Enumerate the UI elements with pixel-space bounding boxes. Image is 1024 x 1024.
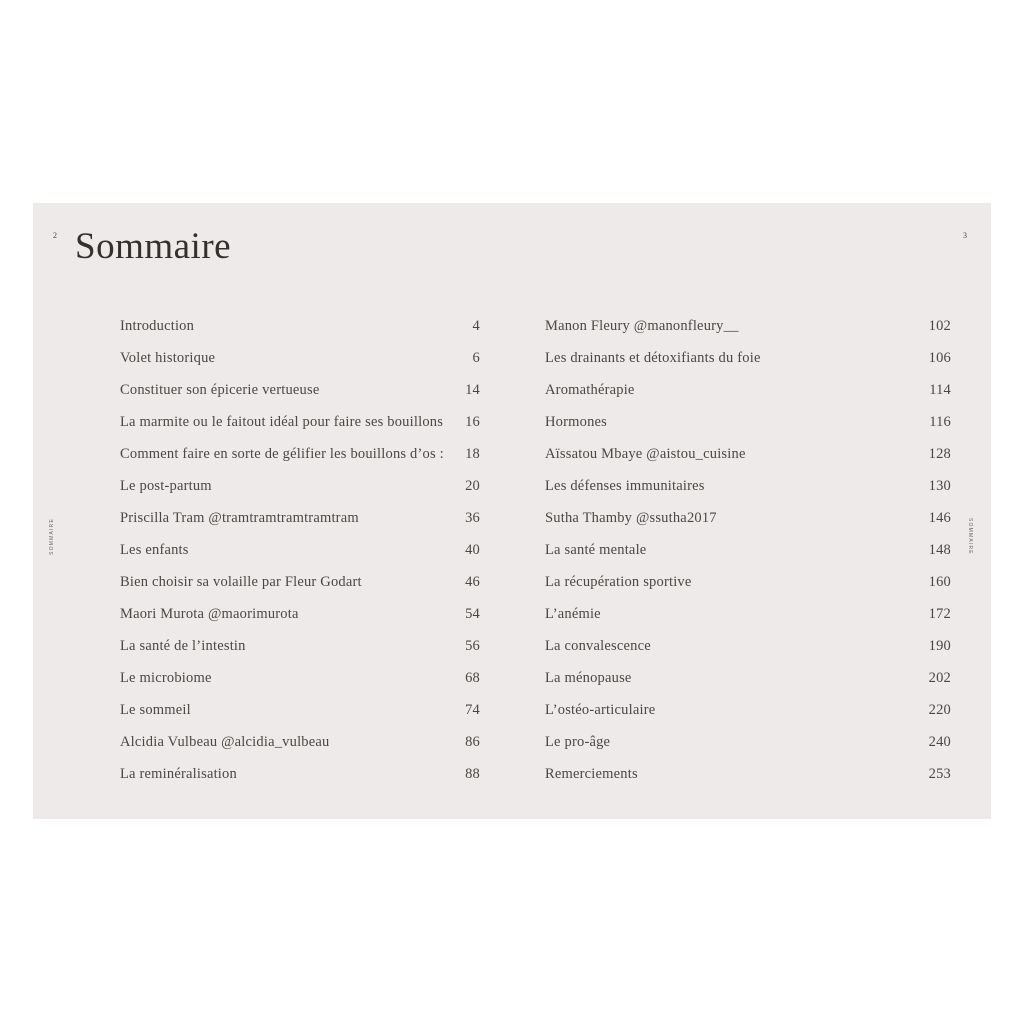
toc-entry-label: Maori Murota @maorimurota: [120, 606, 299, 622]
toc-entry-label: Le microbiome: [120, 670, 212, 686]
toc-entry-page: 40: [465, 542, 480, 558]
toc-entry-page: 253: [928, 766, 951, 782]
toc-entry-page: 220: [928, 702, 951, 718]
toc-row: [545, 502, 951, 534]
toc-entry-label: Comment faire en sorte de gélifier les bouillons d’os :: [120, 446, 444, 462]
toc-entry-label: La reminéralisation: [120, 766, 237, 782]
toc-row: [545, 534, 951, 566]
toc-entry-page: 116: [929, 414, 951, 430]
toc-entry-label: Alcidia Vulbeau @alcidia_vulbeau: [120, 734, 330, 750]
toc-entry-label: Aïssatou Mbaye @aistou_cuisine: [545, 446, 746, 462]
toc-entry-label: Introduction: [120, 318, 195, 334]
toc-entry-page: 202: [928, 670, 951, 686]
toc-row: [120, 438, 480, 470]
toc-entry-label: Remerciements: [545, 766, 638, 782]
toc-entry-label: L’anémie: [545, 606, 601, 622]
toc-entry-page: 106: [928, 350, 951, 366]
toc-entry-label: Aromathérapie: [545, 382, 635, 398]
toc-row: [120, 502, 480, 534]
toc-entry-page: 18: [465, 446, 480, 462]
left-page-number: 2: [53, 231, 57, 240]
toc-entry-label: Le post-partum: [120, 478, 212, 494]
toc-entry-page: 240: [928, 734, 951, 750]
toc-row: [545, 406, 951, 438]
toc-row: [545, 758, 951, 790]
toc-entry-page: 114: [929, 382, 951, 398]
toc-entry-label: La récupération sportive: [545, 574, 692, 590]
toc-entry-page: 190: [928, 638, 951, 654]
toc-entry-label: Priscilla Tram @tramtramtramtramtram: [120, 510, 359, 526]
toc-entry-page: 130: [928, 478, 951, 494]
toc-entry-label: Hormones: [545, 414, 608, 430]
toc-row: [120, 598, 480, 630]
toc-entry-page: 20: [465, 478, 480, 494]
toc-entry-label: La santé mentale: [545, 542, 647, 558]
toc-row: [545, 694, 951, 726]
toc-row: [545, 630, 951, 662]
toc-entry-label: La marmite ou le faitout idéal pour faire ses bouillons: [120, 414, 444, 430]
toc-entry-page: 36: [465, 510, 480, 526]
toc-entry-page: 102: [928, 318, 951, 334]
toc-row: [120, 406, 480, 438]
toc-entry-page: 146: [928, 510, 951, 526]
toc-row: [120, 630, 480, 662]
toc-entry-label: Volet historique: [120, 350, 216, 366]
toc-entry-page: 54: [465, 606, 480, 622]
toc-entry-page: 148: [928, 542, 951, 558]
toc-row: [120, 566, 480, 598]
toc-row: [545, 566, 951, 598]
toc-entry-page: 46: [465, 574, 480, 590]
toc-row: [545, 662, 951, 694]
toc-entry-page: 14: [465, 382, 480, 398]
toc-entry-label: L’ostéo-articulaire: [545, 702, 656, 718]
toc-entry-label: Constituer son épicerie vertueuse: [120, 382, 320, 398]
toc-entry-label: Bien choisir sa volaille par Fleur Godart: [120, 574, 362, 590]
toc-entry-label: Les défenses immunitaires: [545, 478, 705, 494]
toc-row: [545, 598, 951, 630]
toc-row: [120, 342, 480, 374]
toc-entry-page: 56: [465, 638, 480, 654]
page-title: Sommaire: [75, 226, 232, 267]
toc-row: [120, 374, 480, 406]
toc-row: [120, 694, 480, 726]
toc-column-right: [545, 310, 951, 790]
toc-row: [120, 726, 480, 758]
toc-entry-label: Le pro-âge: [545, 734, 611, 750]
toc-entry-page: 68: [465, 670, 480, 686]
toc-row: [120, 470, 480, 502]
book-spread: [33, 203, 991, 819]
toc-row: [120, 662, 480, 694]
toc-entry-label: La convalescence: [545, 638, 651, 654]
right-page-number: 3: [963, 231, 967, 240]
toc-row: [545, 310, 951, 342]
toc-entry-label: Le sommeil: [120, 702, 191, 718]
toc-entry-label: Manon Fleury @manonfleury__: [545, 318, 739, 334]
toc-entry-page: 88: [465, 766, 480, 782]
toc-entry-page: 74: [465, 702, 480, 718]
toc-row: [120, 310, 480, 342]
toc-entry-label: La ménopause: [545, 670, 632, 686]
toc-row: [545, 374, 951, 406]
toc-entry-page: 4: [472, 318, 480, 334]
toc-entry-page: 6: [472, 350, 480, 366]
toc-row: [545, 470, 951, 502]
side-label-left: SOMMAIRE: [49, 518, 55, 555]
toc-entry-page: 86: [465, 734, 480, 750]
toc-row: [545, 438, 951, 470]
toc-entry-page: 160: [928, 574, 951, 590]
toc-entry-page: 16: [465, 414, 480, 430]
side-label-right: SOMMAIRE: [967, 518, 973, 555]
toc-entry-label: La santé de l’intestin: [120, 638, 246, 654]
toc-row: [545, 726, 951, 758]
toc-entry-page: 172: [928, 606, 951, 622]
toc-row: [120, 534, 480, 566]
toc-row: [120, 758, 480, 790]
toc-entry-page: 128: [928, 446, 951, 462]
toc-column-left: [120, 310, 480, 790]
toc-entry-label: Les drainants et détoxifiants du foie: [545, 350, 761, 366]
toc-entry-label: Les enfants: [120, 542, 189, 558]
toc-row: [545, 342, 951, 374]
toc-entry-label: Sutha Thamby @ssutha2017: [545, 510, 717, 526]
